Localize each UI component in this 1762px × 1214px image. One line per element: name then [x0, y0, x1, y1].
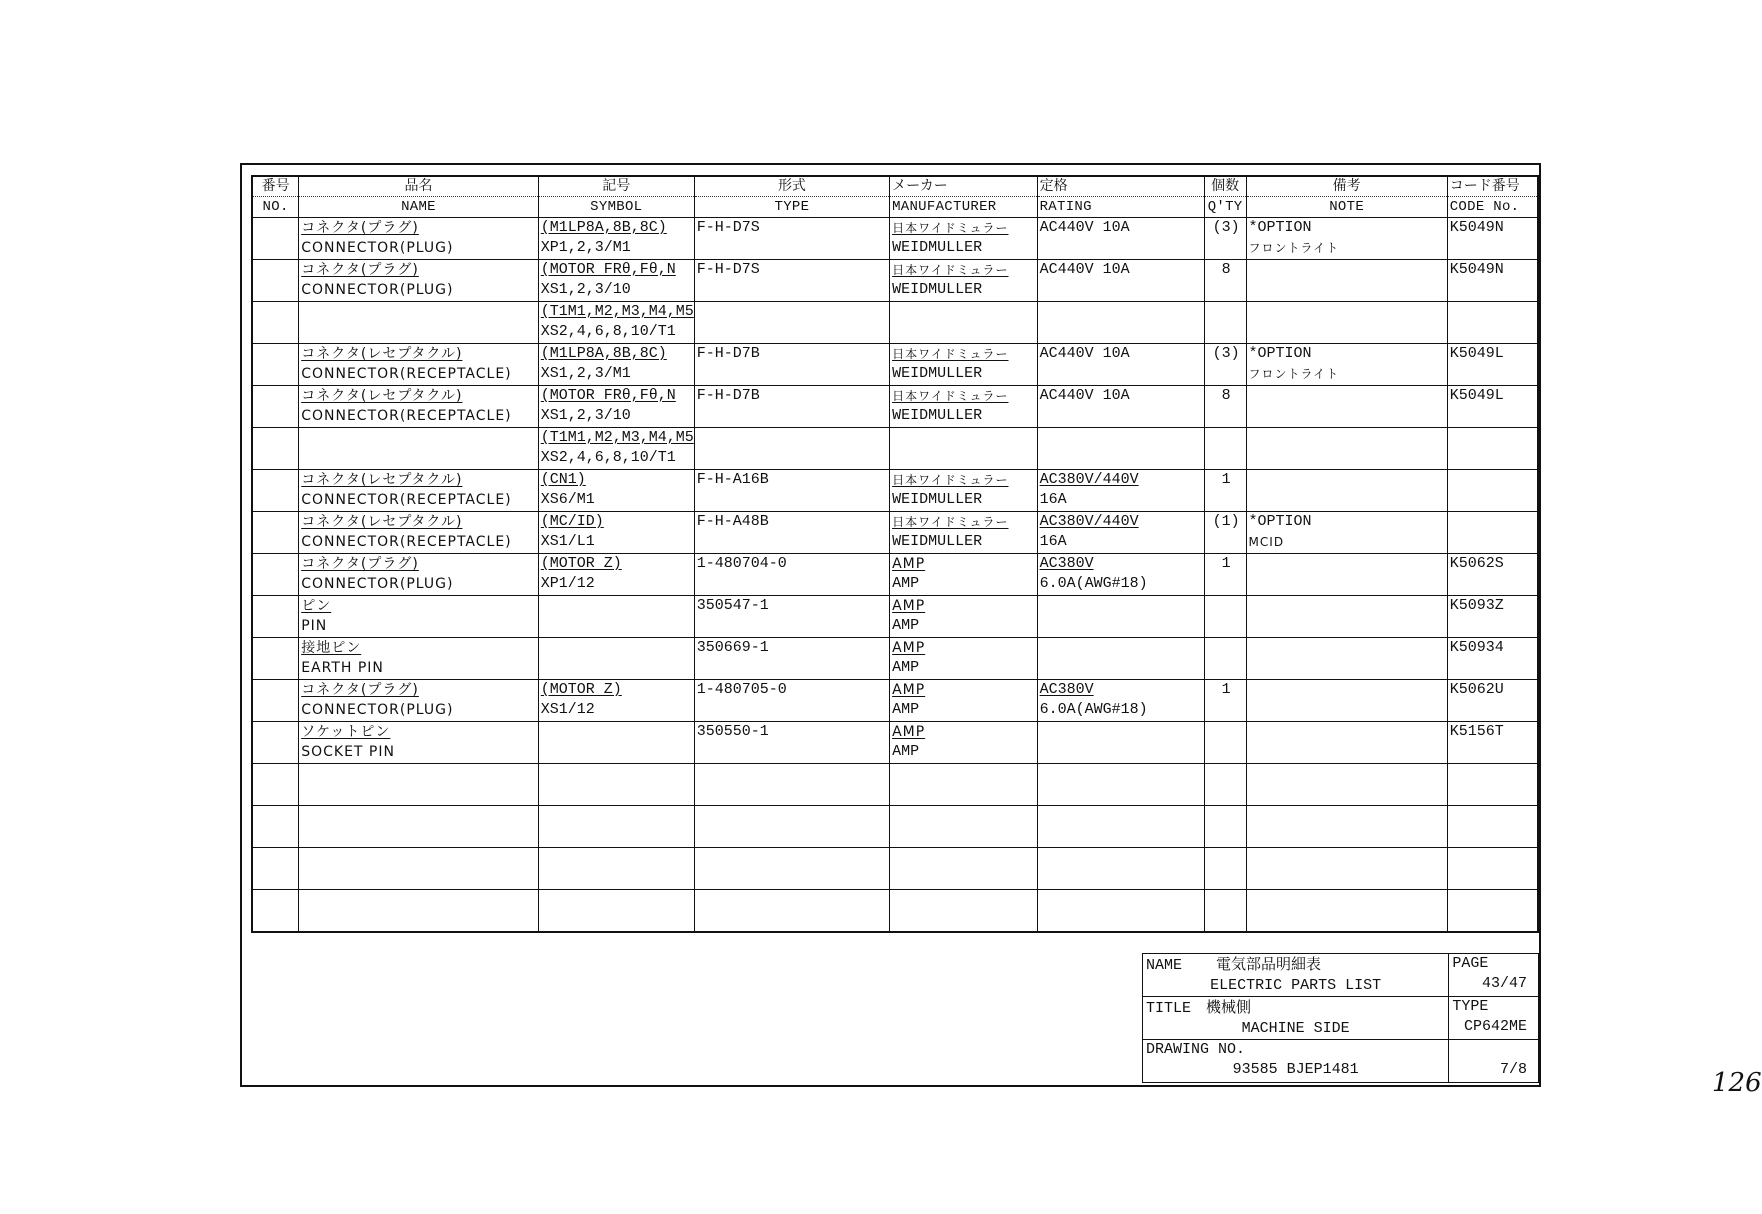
- cell-rating: AC380V 6.0A(AWG#18): [1037, 680, 1204, 722]
- parts-table: [251, 175, 1539, 933]
- cell-qty: [1204, 722, 1246, 764]
- cell-code: [1447, 764, 1538, 806]
- cell-rating: [1037, 722, 1204, 764]
- title-block-type: TYPE CP642ME: [1449, 997, 1539, 1040]
- cell-symbol: (T1M1,M2,M3,M4,M5 XS2,4,6,8,10/T1: [538, 302, 694, 344]
- cell-note: *OPTION フロントライト: [1246, 344, 1447, 386]
- header-rating: 定格 RATING: [1037, 176, 1204, 218]
- table-row: [252, 596, 1538, 638]
- cell-code: K5062S: [1447, 554, 1538, 596]
- cell-code: K5093Z: [1447, 596, 1538, 638]
- cell-no: [252, 302, 299, 344]
- cell-code: [1447, 806, 1538, 848]
- cell-symbol: (T1M1,M2,M3,M4,M5 XS2,4,6,8,10/T1: [538, 428, 694, 470]
- table-row: [252, 260, 1538, 302]
- cell-qty: [1204, 428, 1246, 470]
- cell-name: コネクタ(プラグ) CONNECTOR(PLUG): [299, 680, 539, 722]
- cell-manufacturer: 日本ワイドミュラー WEIDMULLER: [890, 386, 1038, 428]
- header-manufacturer: メーカー MANUFACTURER: [890, 176, 1038, 218]
- cell-type: 350669-1: [694, 638, 889, 680]
- cell-manufacturer: [890, 428, 1038, 470]
- cell-name: コネクタ(レセプタクル) CONNECTOR(RECEPTACLE): [299, 386, 539, 428]
- cell-symbol: [538, 764, 694, 806]
- table-row: [252, 344, 1538, 386]
- cell-symbol: (MOTOR FRθ,Fθ,N XS1,2,3/10: [538, 386, 694, 428]
- cell-no: [252, 386, 299, 428]
- cell-code: K5062U: [1447, 680, 1538, 722]
- title-block-sheet: 7/8: [1449, 1040, 1539, 1083]
- cell-no: [252, 890, 299, 933]
- cell-note: [1246, 596, 1447, 638]
- cell-rating: [1037, 764, 1204, 806]
- cell-code: K50934: [1447, 638, 1538, 680]
- cell-code: K5049N: [1447, 218, 1538, 260]
- cell-no: [252, 596, 299, 638]
- cell-type: 1-480705-0: [694, 680, 889, 722]
- cell-rating: [1037, 302, 1204, 344]
- cell-no: [252, 344, 299, 386]
- cell-manufacturer: AMP AMP: [890, 722, 1038, 764]
- cell-rating: AC440V 10A: [1037, 344, 1204, 386]
- table-row: [252, 806, 1538, 848]
- cell-note: [1246, 638, 1447, 680]
- table-row: [252, 848, 1538, 890]
- cell-symbol: [538, 806, 694, 848]
- cell-type: F-H-D7S: [694, 218, 889, 260]
- cell-rating: AC380V/440V 16A: [1037, 512, 1204, 554]
- cell-qty: 8: [1204, 260, 1246, 302]
- cell-qty: 1: [1204, 470, 1246, 512]
- cell-note: [1246, 764, 1447, 806]
- title-block-title: TITLE 機械側 MACHINE SIDE: [1143, 997, 1449, 1040]
- cell-rating: [1037, 806, 1204, 848]
- cell-rating: [1037, 596, 1204, 638]
- cell-no: [252, 260, 299, 302]
- cell-type: [694, 806, 889, 848]
- cell-qty: [1204, 890, 1246, 933]
- cell-no: [252, 764, 299, 806]
- header-code: コード番号 CODE No.: [1447, 176, 1538, 218]
- table-row: [252, 512, 1538, 554]
- cell-symbol: (M1LP8A,8B,8C) XP1,2,3/M1: [538, 218, 694, 260]
- cell-rating: AC440V 10A: [1037, 218, 1204, 260]
- cell-rating: [1037, 428, 1204, 470]
- cell-name: [299, 806, 539, 848]
- table-row: [252, 302, 1538, 344]
- cell-note: [1246, 386, 1447, 428]
- parts-table-body: [252, 218, 1538, 933]
- cell-qty: [1204, 596, 1246, 638]
- cell-qty: 8: [1204, 386, 1246, 428]
- cell-note: [1246, 848, 1447, 890]
- cell-no: [252, 470, 299, 512]
- table-row: [252, 680, 1538, 722]
- cell-qty: 1: [1204, 554, 1246, 596]
- cell-note: [1246, 554, 1447, 596]
- cell-name: コネクタ(レセプタクル) CONNECTOR(RECEPTACLE): [299, 470, 539, 512]
- cell-type: [694, 764, 889, 806]
- cell-qty: [1204, 806, 1246, 848]
- cell-qty: 1: [1204, 680, 1246, 722]
- cell-note: [1246, 722, 1447, 764]
- table-row: [252, 470, 1538, 512]
- cell-type: F-H-D7B: [694, 386, 889, 428]
- cell-name: [299, 428, 539, 470]
- cell-manufacturer: 日本ワイドミュラー WEIDMULLER: [890, 512, 1038, 554]
- cell-type: [694, 302, 889, 344]
- cell-note: [1246, 890, 1447, 933]
- cell-code: [1447, 512, 1538, 554]
- cell-qty: [1204, 302, 1246, 344]
- table-row: [252, 218, 1538, 260]
- cell-type: [694, 428, 889, 470]
- title-block-drawing: DRAWING NO. 93585 BJEP1481: [1143, 1040, 1449, 1083]
- cell-type: F-H-A16B: [694, 470, 889, 512]
- cell-rating: AC380V/440V 16A: [1037, 470, 1204, 512]
- header-note: 備考 NOTE: [1246, 176, 1447, 218]
- cell-qty: (3): [1204, 344, 1246, 386]
- cell-manufacturer: 日本ワイドミュラー WEIDMULLER: [890, 260, 1038, 302]
- cell-note: [1246, 470, 1447, 512]
- cell-no: [252, 848, 299, 890]
- cell-rating: [1037, 638, 1204, 680]
- table-row: [252, 890, 1538, 933]
- cell-symbol: [538, 638, 694, 680]
- title-block: [1142, 953, 1539, 1083]
- cell-note: [1246, 428, 1447, 470]
- cell-manufacturer: 日本ワイドミュラー WEIDMULLER: [890, 470, 1038, 512]
- cell-code: [1447, 470, 1538, 512]
- cell-name: [299, 890, 539, 933]
- cell-note: *OPTION フロントライト: [1246, 218, 1447, 260]
- cell-note: [1246, 260, 1447, 302]
- cell-no: [252, 806, 299, 848]
- cell-manufacturer: [890, 890, 1038, 933]
- header-symbol: 記号 SYMBOL: [538, 176, 694, 218]
- cell-no: [252, 428, 299, 470]
- cell-code: [1447, 890, 1538, 933]
- cell-type: 1-480704-0: [694, 554, 889, 596]
- cell-code: [1447, 302, 1538, 344]
- cell-note: [1246, 806, 1447, 848]
- cell-manufacturer: [890, 302, 1038, 344]
- cell-manufacturer: 日本ワイドミュラー WEIDMULLER: [890, 344, 1038, 386]
- header-type: 形式 TYPE: [694, 176, 889, 218]
- cell-no: [252, 554, 299, 596]
- cell-no: [252, 218, 299, 260]
- cell-note: [1246, 680, 1447, 722]
- cell-manufacturer: AMP AMP: [890, 596, 1038, 638]
- cell-code: [1447, 848, 1538, 890]
- cell-qty: (3): [1204, 218, 1246, 260]
- cell-no: [252, 680, 299, 722]
- cell-rating: AC380V 6.0A(AWG#18): [1037, 554, 1204, 596]
- cell-name: コネクタ(プラグ) CONNECTOR(PLUG): [299, 218, 539, 260]
- header-name: 品名 NAME: [299, 176, 539, 218]
- cell-name: [299, 848, 539, 890]
- cell-code: K5049N: [1447, 260, 1538, 302]
- cell-note: [1246, 302, 1447, 344]
- cell-type: [694, 890, 889, 933]
- cell-symbol: [538, 890, 694, 933]
- cell-manufacturer: [890, 848, 1038, 890]
- cell-type: 350550-1: [694, 722, 889, 764]
- cell-name: ソケットピン SOCKET PIN: [299, 722, 539, 764]
- cell-no: [252, 638, 299, 680]
- cell-name: 接地ピン EARTH PIN: [299, 638, 539, 680]
- cell-type: 350547-1: [694, 596, 889, 638]
- table-row: [252, 764, 1538, 806]
- cell-name: コネクタ(プラグ) CONNECTOR(PLUG): [299, 554, 539, 596]
- table-row: [252, 722, 1538, 764]
- header-no: 番号 NO.: [252, 176, 299, 218]
- cell-name: [299, 764, 539, 806]
- cell-code: K5156T: [1447, 722, 1538, 764]
- cell-type: [694, 848, 889, 890]
- cell-rating: [1037, 890, 1204, 933]
- table-row: [252, 386, 1538, 428]
- cell-qty: [1204, 848, 1246, 890]
- cell-type: F-H-A48B: [694, 512, 889, 554]
- handwritten-page-number: 126: [1712, 1068, 1762, 1098]
- cell-note: *OPTION MCID: [1246, 512, 1447, 554]
- cell-type: F-H-D7S: [694, 260, 889, 302]
- cell-manufacturer: 日本ワイドミュラー WEIDMULLER: [890, 218, 1038, 260]
- cell-code: K5049L: [1447, 386, 1538, 428]
- cell-name: コネクタ(レセプタクル) CONNECTOR(RECEPTACLE): [299, 512, 539, 554]
- table-row: [252, 554, 1538, 596]
- cell-qty: [1204, 638, 1246, 680]
- title-block-page: PAGE 43/47: [1449, 954, 1539, 997]
- cell-symbol: [538, 722, 694, 764]
- cell-symbol: (MC/ID) XS1/L1: [538, 512, 694, 554]
- cell-name: ピン PIN: [299, 596, 539, 638]
- cell-symbol: [538, 848, 694, 890]
- cell-type: F-H-D7B: [694, 344, 889, 386]
- cell-symbol: (MOTOR FRθ,Fθ,N XS1,2,3/10: [538, 260, 694, 302]
- cell-rating: [1037, 848, 1204, 890]
- cell-name: コネクタ(レセプタクル) CONNECTOR(RECEPTACLE): [299, 344, 539, 386]
- cell-qty: [1204, 764, 1246, 806]
- cell-symbol: (CN1) XS6/M1: [538, 470, 694, 512]
- cell-name: コネクタ(プラグ) CONNECTOR(PLUG): [299, 260, 539, 302]
- table-row: [252, 638, 1538, 680]
- cell-no: [252, 722, 299, 764]
- cell-symbol: (MOTOR Z) XP1/12: [538, 554, 694, 596]
- cell-manufacturer: AMP AMP: [890, 638, 1038, 680]
- cell-manufacturer: AMP AMP: [890, 554, 1038, 596]
- cell-rating: AC440V 10A: [1037, 260, 1204, 302]
- cell-manufacturer: AMP AMP: [890, 680, 1038, 722]
- cell-symbol: (M1LP8A,8B,8C) XS1,2,3/M1: [538, 344, 694, 386]
- cell-no: [252, 512, 299, 554]
- cell-symbol: [538, 596, 694, 638]
- table-row: [252, 428, 1538, 470]
- cell-code: K5049L: [1447, 344, 1538, 386]
- cell-name: [299, 302, 539, 344]
- header-row: [252, 176, 1538, 218]
- header-qty: 個数 Q'TY: [1204, 176, 1246, 218]
- cell-symbol: (MOTOR Z) XS1/12: [538, 680, 694, 722]
- cell-manufacturer: [890, 764, 1038, 806]
- cell-manufacturer: [890, 806, 1038, 848]
- title-block-name: NAME 電気部品明細表 ELECTRIC PARTS LIST: [1143, 954, 1449, 997]
- parts-list-sheet: [240, 163, 1762, 1098]
- cell-code: [1447, 428, 1538, 470]
- cell-rating: AC440V 10A: [1037, 386, 1204, 428]
- cell-qty: (1): [1204, 512, 1246, 554]
